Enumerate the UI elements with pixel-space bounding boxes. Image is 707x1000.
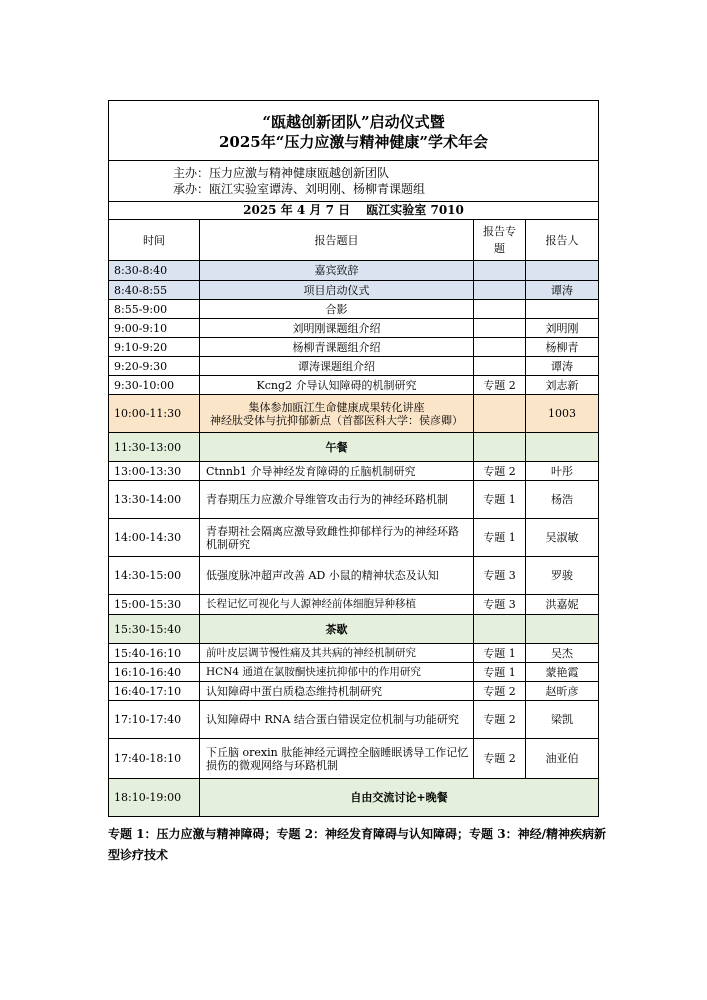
column-header-title: 报告题目 (200, 220, 474, 261)
table-row (109, 300, 599, 319)
row-speaker: 蒙艳霞 (526, 663, 599, 682)
row-title: 杨柳青课题组介绍 (200, 338, 474, 357)
table-row (109, 682, 599, 701)
row-topic: 专题 1 (474, 519, 526, 557)
row-title: 青春期社会隔离应激导致雌性抑郁样行为的神经环路机制研究 (200, 519, 474, 557)
row-speaker: 洪嘉妮 (526, 595, 599, 615)
row-speaker: 谭涛 (526, 357, 599, 376)
row-speaker: 梁凯 (526, 701, 599, 739)
schedule-table (108, 100, 599, 817)
table-row (109, 663, 599, 682)
table-row (109, 338, 599, 357)
row-speaker: 叶彤 (526, 462, 599, 481)
table-row (109, 557, 599, 595)
table-row (109, 433, 599, 462)
row-topic: 专题 1 (474, 481, 526, 519)
row-time: 9:30-10:00 (109, 376, 200, 395)
row-speaker: 谭涛 (526, 281, 599, 300)
row-title: 青春期压力应激介导维管攻击行为的神经环路机制 (200, 481, 474, 519)
row-title: 茶歇 (200, 615, 474, 644)
row-title: 自由交流讨论+晚餐 (200, 779, 599, 817)
row-topic (474, 338, 526, 357)
row-topic (474, 281, 526, 300)
row-title: 长程记忆可视化与人源神经前体细胞异种移植 (200, 595, 474, 615)
host-text: 主办：压力应激与精神健康瓯越创新团队 (173, 166, 390, 180)
row-time: 8:40-8:55 (109, 281, 200, 300)
row-topic: 专题 2 (474, 682, 526, 701)
title-line-2: 2025年“压力应激与精神健康”学术年会 (219, 132, 489, 151)
row-speaker: 1003 (526, 395, 599, 433)
row-topic (474, 261, 526, 281)
row-topic: 专题 3 (474, 595, 526, 615)
row-time: 14:00-14:30 (109, 519, 200, 557)
row-time: 8:55-9:00 (109, 300, 200, 319)
row-title: 认知障碍中 RNA 结合蛋白错误定位机制与功能研究 (200, 701, 474, 739)
row-speaker: 杨柳青 (526, 338, 599, 357)
row-speaker: 杨浩 (526, 481, 599, 519)
row-time: 8:30-8:40 (109, 261, 200, 281)
table-row (109, 595, 599, 615)
row-time: 13:00-13:30 (109, 462, 200, 481)
table-row (109, 319, 599, 338)
row-title: 合影 (200, 300, 474, 319)
row-time: 17:40-18:10 (109, 739, 200, 779)
column-header-speaker: 报告人 (526, 220, 599, 261)
row-time: 14:30-15:00 (109, 557, 200, 595)
row-topic (474, 319, 526, 338)
table-row (109, 395, 599, 433)
row-speaker (526, 261, 599, 281)
row-speaker: 油亚伯 (526, 739, 599, 779)
row-topic: 专题 1 (474, 663, 526, 682)
row-title: 刘明刚课题组介绍 (200, 319, 474, 338)
row-topic (474, 395, 526, 433)
row-title: 项目启动仪式 (200, 281, 474, 300)
row-title: 午餐 (200, 433, 474, 462)
row-topic (474, 357, 526, 376)
row-time: 16:10-16:40 (109, 663, 200, 682)
row-speaker: 刘明刚 (526, 319, 599, 338)
row-time: 11:30-13:00 (109, 433, 200, 462)
row-speaker (526, 433, 599, 462)
row-title: 前叶皮层调节慢性痛及其共病的神经机制研究 (200, 644, 474, 663)
table-row (109, 519, 599, 557)
schedule-sheet (108, 100, 598, 817)
row-title-line-2: 神经肽受体与抗抑郁新点（首都医科大学：侯彦卿） (210, 413, 463, 427)
row-title: Kcng2 介导认知障碍的机制研究 (200, 376, 474, 395)
table-row (109, 357, 599, 376)
row-time: 9:10-9:20 (109, 338, 200, 357)
row-speaker (526, 300, 599, 319)
row-speaker: 吴淑敏 (526, 519, 599, 557)
date-location: 2025 年 4 月 7 日 瓯江实验室 7010 (109, 202, 599, 220)
table-row (109, 376, 599, 395)
row-speaker: 刘志新 (526, 376, 599, 395)
row-topic: 专题 3 (474, 557, 526, 595)
row-topic: 专题 1 (474, 644, 526, 663)
table-row (109, 739, 599, 779)
table-row (109, 779, 599, 817)
row-speaker: 吴杰 (526, 644, 599, 663)
document-title (109, 101, 599, 161)
row-title: 嘉宾致辞 (200, 261, 474, 281)
topic-legend-footnote: 专题 1：压力应激与精神障碍；专题 2：神经发育障碍与认知障碍；专题 3：神经/精神疾病新型诊疗技术 (108, 827, 606, 862)
row-time: 10:00-11:30 (109, 395, 200, 433)
row-time: 15:30-15:40 (109, 615, 200, 644)
row-title: 低强度脉冲超声改善 AD 小鼠的精神状态及认知 (200, 557, 474, 595)
row-time: 9:20-9:30 (109, 357, 200, 376)
row-topic (474, 433, 526, 462)
row-speaker (526, 615, 599, 644)
row-topic: 专题 2 (474, 376, 526, 395)
row-time: 13:30-14:00 (109, 481, 200, 519)
table-header-row (109, 220, 599, 261)
row-topic (474, 615, 526, 644)
row-title: HCN4 通道在氯胺酮快速抗抑郁中的作用研究 (200, 663, 474, 682)
row-title-line-1: 集体参加瓯江生命健康成果转化讲座 (248, 400, 425, 414)
row-title: 下丘脑 orexin 肽能神经元调控全脑睡眠诱导工作记忆损伤的微观网络与环路机制 (200, 739, 474, 779)
row-time: 16:40-17:10 (109, 682, 200, 701)
row-time: 18:10-19:00 (109, 779, 200, 817)
table-row (109, 701, 599, 739)
table-row (109, 481, 599, 519)
row-title: 谭涛课题组介绍 (200, 357, 474, 376)
table-row (109, 644, 599, 663)
row-speaker: 赵昕彦 (526, 682, 599, 701)
row-time: 15:00-15:30 (109, 595, 200, 615)
row-time: 17:10-17:40 (109, 701, 200, 739)
row-topic (474, 300, 526, 319)
row-time: 15:40-16:10 (109, 644, 200, 663)
column-header-topic: 报告专题 (474, 220, 526, 261)
table-row (109, 615, 599, 644)
table-row (109, 261, 599, 281)
organizers-block (109, 161, 599, 202)
table-row (109, 462, 599, 481)
organizer-text: 承办：瓯江实验室谭涛、刘明刚、杨柳青课题组 (173, 182, 426, 196)
row-topic: 专题 2 (474, 701, 526, 739)
row-title: 认知障碍中蛋白质稳态维持机制研究 (200, 682, 474, 701)
title-line-1: “瓯越创新团队”启动仪式暨 (262, 112, 445, 131)
row-speaker: 罗骏 (526, 557, 599, 595)
row-topic: 专题 2 (474, 462, 526, 481)
table-row (109, 281, 599, 300)
row-title (200, 395, 474, 433)
column-header-time: 时间 (109, 220, 200, 261)
row-time: 9:00-9:10 (109, 319, 200, 338)
row-title: Ctnnb1 介导神经发育障碍的丘脑机制研究 (200, 462, 474, 481)
row-topic: 专题 2 (474, 739, 526, 779)
